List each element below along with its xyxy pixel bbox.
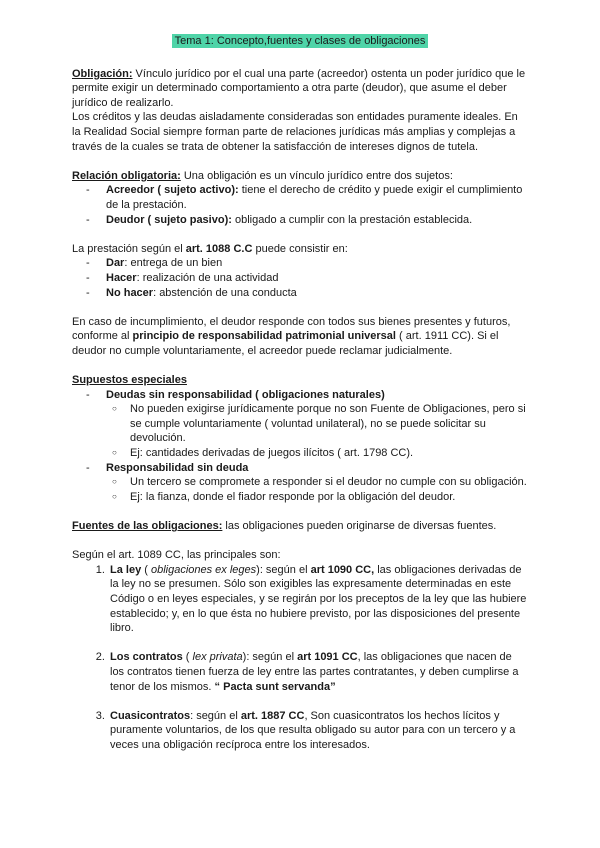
fuentes-paragraph	[72, 519, 528, 534]
spacer	[72, 504, 528, 519]
list-item-label: Deudor ( sujeto pasivo):	[106, 213, 232, 226]
prestacion-paragraph	[72, 242, 528, 257]
spacer	[72, 534, 528, 549]
incumplimiento-text-end: ( art. 1911 CC). Si el deudor no cumple voluntariamente, el acreedor puede reclamar judicialmente.	[72, 330, 499, 357]
obligacion-paragraph-2: Los créditos y las deudas aisladamente consideradas son entidades puramente ideales. En la Realidad Social siempre forman parte de relaciones jurídicas más amplias y complejas a través de la cuales se trata de obtener la satisfacción de intereses dignos de tutela.	[72, 111, 518, 153]
list-item-latin: obligaciones ex leges	[150, 563, 257, 576]
sub-list-item: ○ Ej: cantidades derivadas de juegos ilícitos ( art. 1798 CC).	[112, 446, 528, 461]
list-item-text: las obligaciones derivadas de la ley no se presumen. Sólo son exigibles las expresamente determinadas en este Código o en leyes especiales, y se regirán por los preceptos de la ley que las hubiere establecido; y, en lo que ésta no hubiere previsto, por las disposiciones del presente libro.	[110, 563, 527, 635]
list-item-article: art 1090 CC,	[310, 563, 375, 576]
list-item	[108, 650, 528, 694]
principio-term: principio de responsabilidad patrimonial universal	[132, 330, 396, 343]
spacer	[72, 358, 528, 373]
prestacion-article: art. 1088 C.C	[185, 242, 253, 255]
list-item-text: obligado a cumplir con la prestación establecida.	[231, 213, 473, 226]
obligacion-paragraph	[72, 67, 528, 111]
relacion-list	[72, 183, 528, 227]
list-item-text: ): según el	[242, 651, 298, 664]
spacer	[72, 300, 528, 315]
list-item-label: Acreedor ( sujeto activo):	[106, 184, 239, 197]
obligacion-definition: Vínculo jurídico por el cual una parte (acreedor) ostenta un poder jurídico que le permite exigir un determinado comportamiento a otra parte (deudor), que asume el deber jurídico de realizarlo.	[72, 67, 526, 109]
title-wrap	[72, 34, 528, 49]
list-item-text: , Son cuasicontratos los hechos lícitos y puramente voluntarios, de los que resulta obligado su autor para con un tercero y a veces una obligación recíproca entre los interesados.	[110, 709, 516, 751]
list-item-label: Dar	[106, 257, 125, 270]
list-item-text: (	[182, 651, 193, 664]
fuentes-definition: las obligaciones pueden originarse de diversas fuentes.	[222, 520, 497, 532]
list-item-text: : abstención de una conducta	[153, 286, 297, 299]
relacion-paragraph	[72, 169, 528, 184]
list-item	[86, 183, 528, 212]
list-item-label: Hacer	[106, 271, 137, 284]
list-item	[108, 563, 528, 636]
sub-list	[72, 402, 528, 460]
list-item-label: Los contratos	[110, 651, 183, 664]
list-item	[86, 213, 528, 228]
incumplimiento-paragraph	[72, 315, 528, 359]
list-item	[86, 271, 528, 286]
incumplimiento-text: En caso de incumplimiento, el deudor responde con todos sus bienes presentes y futuros, conforme al	[72, 315, 511, 343]
list-item-article: art 1091 CC	[297, 651, 358, 664]
list-item	[86, 388, 528, 461]
list-item	[86, 256, 528, 271]
list-item-text: (	[141, 563, 151, 576]
list-item-text: tiene el derecho de crédito y puede exigir el cumplimiento de la prestación.	[106, 184, 523, 211]
list-item-label: Responsabilidad sin deuda	[106, 461, 249, 474]
document-title: Tema 1: Concepto,fuentes y clases de obligaciones	[172, 34, 429, 48]
list-item-text: : según el	[190, 709, 241, 722]
supuestos-list	[72, 388, 528, 505]
sub-list-item: ○ Ej: la fianza, donde el fiador responde por la obligación del deudor.	[112, 490, 528, 505]
document-page	[72, 34, 528, 753]
fuentes-list	[72, 563, 528, 753]
sub-list-item: ○ Un tercero se compromete a responder si el deudor no cumple con su obligación.	[112, 475, 528, 490]
list-item	[86, 461, 528, 505]
list-item-label: Deudas sin responsabilidad ( obligaciones naturales)	[106, 388, 385, 401]
prestacion-intro-end: puede consistir en:	[252, 242, 348, 255]
list-item	[108, 709, 528, 753]
supuestos-heading: Supuestos especiales	[72, 374, 187, 387]
fuentes-intro: Según el art. 1089 CC, las principales son:	[72, 549, 281, 562]
spacer	[72, 227, 528, 242]
list-item-label: La ley	[110, 563, 142, 576]
prestacion-list	[72, 256, 528, 300]
list-item-latin: lex privata	[192, 651, 243, 664]
list-item-text: : realización de una actividad	[136, 271, 279, 284]
list-item-text: , las obligaciones que nacen de los contratos tienen fuerza de ley entre las partes contratantes, y deben cumplirse a tenor de los mismos.	[110, 651, 519, 693]
pacta-sunt-servanda: “ Pacta sunt servanda”	[214, 680, 336, 693]
list-item-label: No hacer	[106, 286, 154, 299]
list-item	[86, 286, 528, 301]
fuentes-term: Fuentes de las obligaciones:	[72, 520, 223, 532]
prestacion-intro: La prestación según el	[72, 242, 186, 255]
list-item-text: ): según el	[256, 563, 311, 576]
spacer	[72, 154, 528, 169]
relacion-term: Relación obligatoria:	[72, 169, 181, 182]
sub-list	[72, 475, 528, 504]
list-item-text: : entrega de un bien	[124, 257, 223, 270]
list-item-article: art. 1887 CC	[240, 709, 305, 722]
relacion-definition: Una obligación es un vínculo jurídico entre dos sujetos:	[180, 169, 453, 182]
obligacion-term: Obligación:	[72, 67, 133, 80]
sub-list-item: ○ No pueden exigirse jurídicamente porque no son Fuente de Obligaciones, pero si se cumple voluntariamente ( voluntad unilateral), no se puede solicitar su devolución.	[112, 402, 528, 446]
list-item-label: Cuasicontratos	[110, 709, 191, 722]
